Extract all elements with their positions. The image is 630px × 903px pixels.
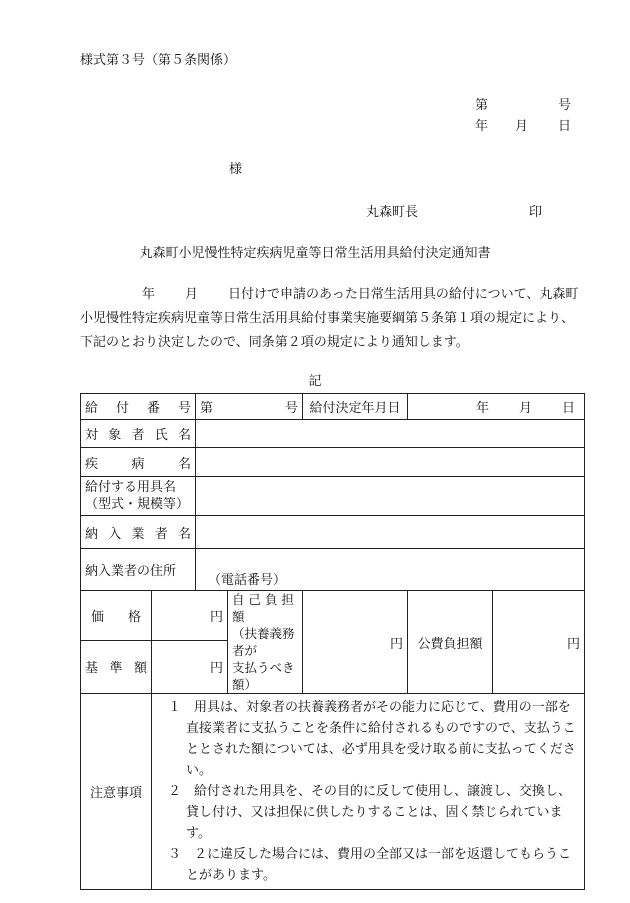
row-kyufu-bango-label: 給 付 番 号: [85, 401, 191, 416]
row-nonyu-label: 納 入 業 者 名: [85, 526, 191, 542]
doc-number-suffix: 号: [558, 98, 572, 113]
phone-label: （電話番号）: [196, 549, 585, 591]
note-item: １ 用具は、対象者の扶養義務者がその能力に応じて、費用の一部を直接業者に支払うことを条件に給付されるものですので、支払うこととされた額については、必ず用具を受け取る前に支払ってください。: [168, 700, 576, 778]
issuer-title: 丸森町長: [366, 205, 419, 220]
issuer-seal: 印: [529, 205, 543, 220]
notes-list: [152, 694, 585, 890]
body-date-year: 年: [142, 287, 156, 302]
kakaku-yen: 円: [152, 591, 228, 641]
row-yogu-label: 給付する用具名 （型式・規模等）: [81, 477, 196, 516]
row-taisho-label: 対 象 者 氏 名: [85, 428, 191, 443]
kyufu-bango-value: 第 号: [200, 401, 298, 416]
body-text: 日付けで申請のあった日常生活用具の給付について、丸森町小児慢性特定疾病児童等日常生活用具給付事業実施要綱第５条第１項の規定により、下記のとおり決定したので、同条第２項の規定により通知します。: [80, 287, 579, 350]
jiko-futan-label: 自 己 負 担 額 （扶養義務者が 支払うべき額）: [228, 591, 303, 694]
chui-label: 注意事項: [81, 694, 152, 890]
doc-date-year: 年: [475, 119, 489, 134]
jiko-futan-yen: 円: [303, 591, 408, 694]
notice-body: [80, 283, 585, 355]
doc-date-day: 日: [558, 119, 572, 134]
taisho-value: [196, 420, 585, 448]
row-nonyu-address-label: 納入業者の住所: [81, 549, 196, 591]
nonyu-value: [196, 516, 585, 549]
doc-number-prefix: 第: [475, 98, 489, 113]
shippei-value: [196, 448, 585, 477]
row-kijun-label: 基 準 額: [85, 661, 147, 677]
page-title: 丸森町小児慢性特定疾病児童等日常生活用具給付決定通知書: [139, 246, 491, 261]
kijun-yen: 円: [152, 640, 228, 693]
note-item: ３ ２に違反した場合には、費用の全部又は一部を返還してもらうことがあります。: [168, 847, 572, 883]
kohi-futan-label: 公費負担額: [408, 591, 493, 694]
row-shippei-label: 疾 病 名: [85, 456, 191, 472]
form-label: 様式第３号（第５条関係）: [80, 53, 237, 68]
note-item: ２ 給付された用具を、その目的に反して使用し、譲渡し、交換し、貸し付け、又は担保に供したりすることは、固く禁じられています。: [168, 784, 572, 841]
row-kakaku-label: 価 格: [91, 609, 141, 625]
decision-table: [80, 393, 585, 890]
kettei-date-label: 給付決定年月日: [303, 394, 408, 420]
kettei-date-value: 年 月 日: [408, 394, 585, 420]
addressee-suffix: 様: [229, 162, 243, 177]
ki-heading: 記: [308, 374, 322, 389]
body-date-month: 月: [185, 287, 199, 302]
doc-date-month: 月: [515, 119, 529, 134]
yogu-value: [196, 477, 585, 516]
kohi-futan-yen: 円: [493, 591, 585, 694]
